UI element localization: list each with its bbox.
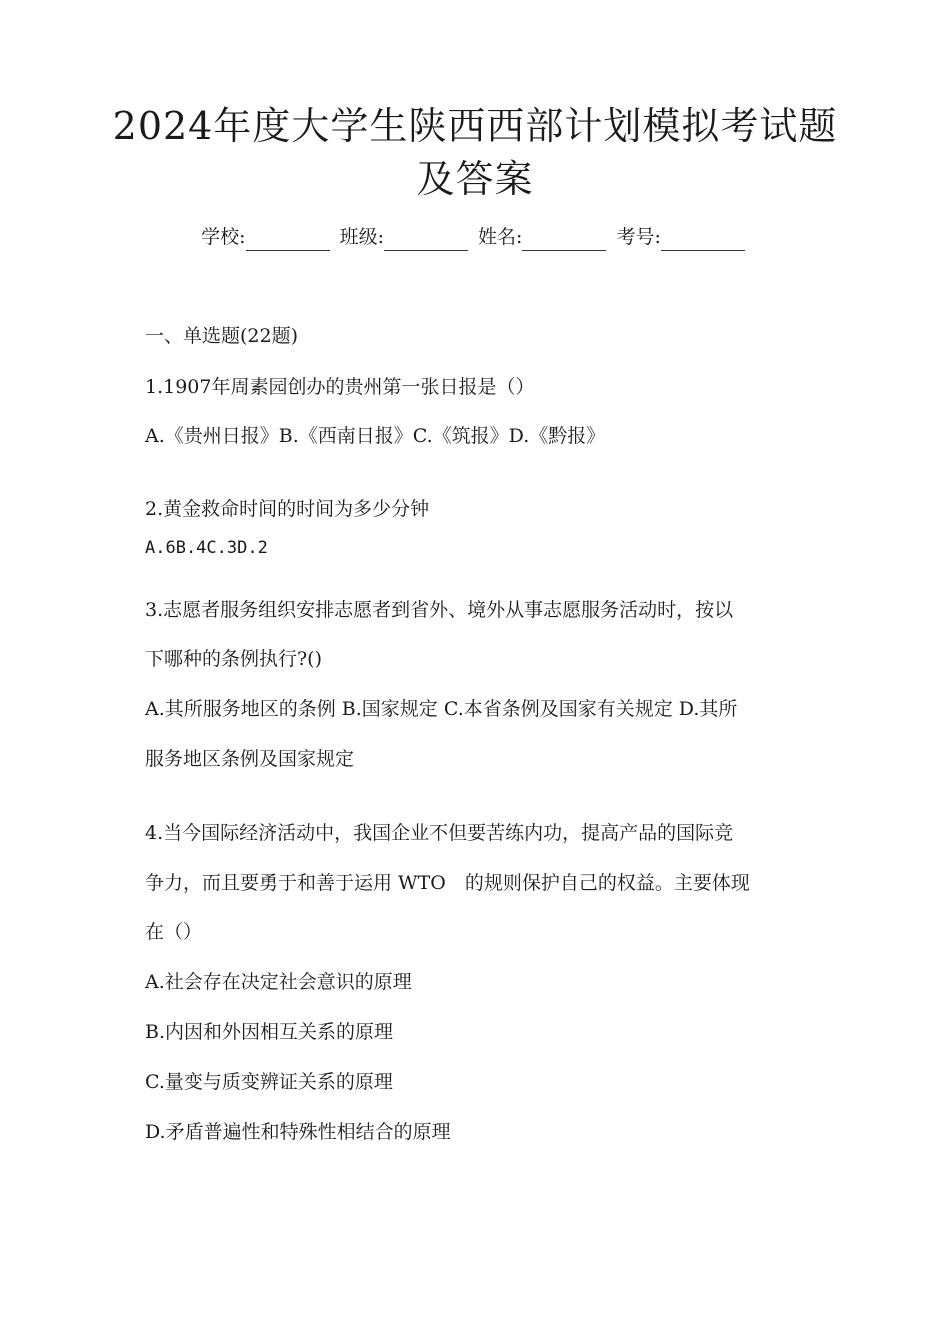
question-1-options: A.《贵州日报》B.《西南日报》C.《筑报》D.《黔报》	[145, 425, 606, 447]
name-label: 姓名:	[478, 226, 523, 248]
question-2-options: A.6B.4C.3D.2	[145, 538, 268, 558]
question-3-stem-line-1: 3.志愿者服务组织安排志愿者到省外、境外从事志愿服务活动时，按以	[145, 599, 734, 621]
name-blank	[522, 228, 606, 251]
question-4-stem-line-2: 争力，而且要勇于和善于运用 WTO 的规则保护自己的权益。主要体现	[145, 872, 750, 894]
question-4-stem-line-1: 4.当今国际经济活动中，我国企业不但要苦练内功，提高产品的国际竞	[145, 822, 734, 844]
document-title-line-2: 及答案	[416, 157, 534, 201]
school-label: 学校:	[201, 226, 246, 248]
question-4-option-c: C.量变与质变辨证关系的原理	[145, 1071, 393, 1093]
question-3-options-line-2: 服务地区条例及国家规定	[145, 748, 355, 770]
student-info-row	[0, 223, 950, 251]
question-4-option-b: B.内因和外因相互关系的原理	[145, 1021, 394, 1043]
question-1-stem: 1.1907年周素园创办的贵州第一张日报是（）	[145, 376, 535, 398]
question-3-stem-line-2: 下哪种的条例执行?()	[145, 648, 323, 670]
question-4-option-a: A.社会存在决定社会意识的原理	[145, 971, 412, 993]
question-3-options-line-1: A.其所服务地区的条例 B.国家规定 C.本省条例及国家有关规定 D.其所	[145, 698, 738, 720]
school-blank	[246, 228, 330, 251]
document-title-line-1: 2024年度大学生陕西西部计划模拟考试题	[112, 104, 838, 148]
exam-number-blank	[661, 228, 745, 251]
question-4-stem-line-3: 在（）	[145, 921, 203, 943]
class-label: 班级:	[339, 226, 384, 248]
exam-number-label: 考号:	[616, 226, 661, 248]
question-4-option-d: D.矛盾普遍性和特殊性相结合的原理	[145, 1121, 451, 1143]
class-blank	[384, 228, 468, 251]
section-heading: 一、单选题(22题)	[145, 325, 299, 347]
question-2-stem: 2.黄金救命时间的时间为多少分钟	[145, 498, 430, 520]
